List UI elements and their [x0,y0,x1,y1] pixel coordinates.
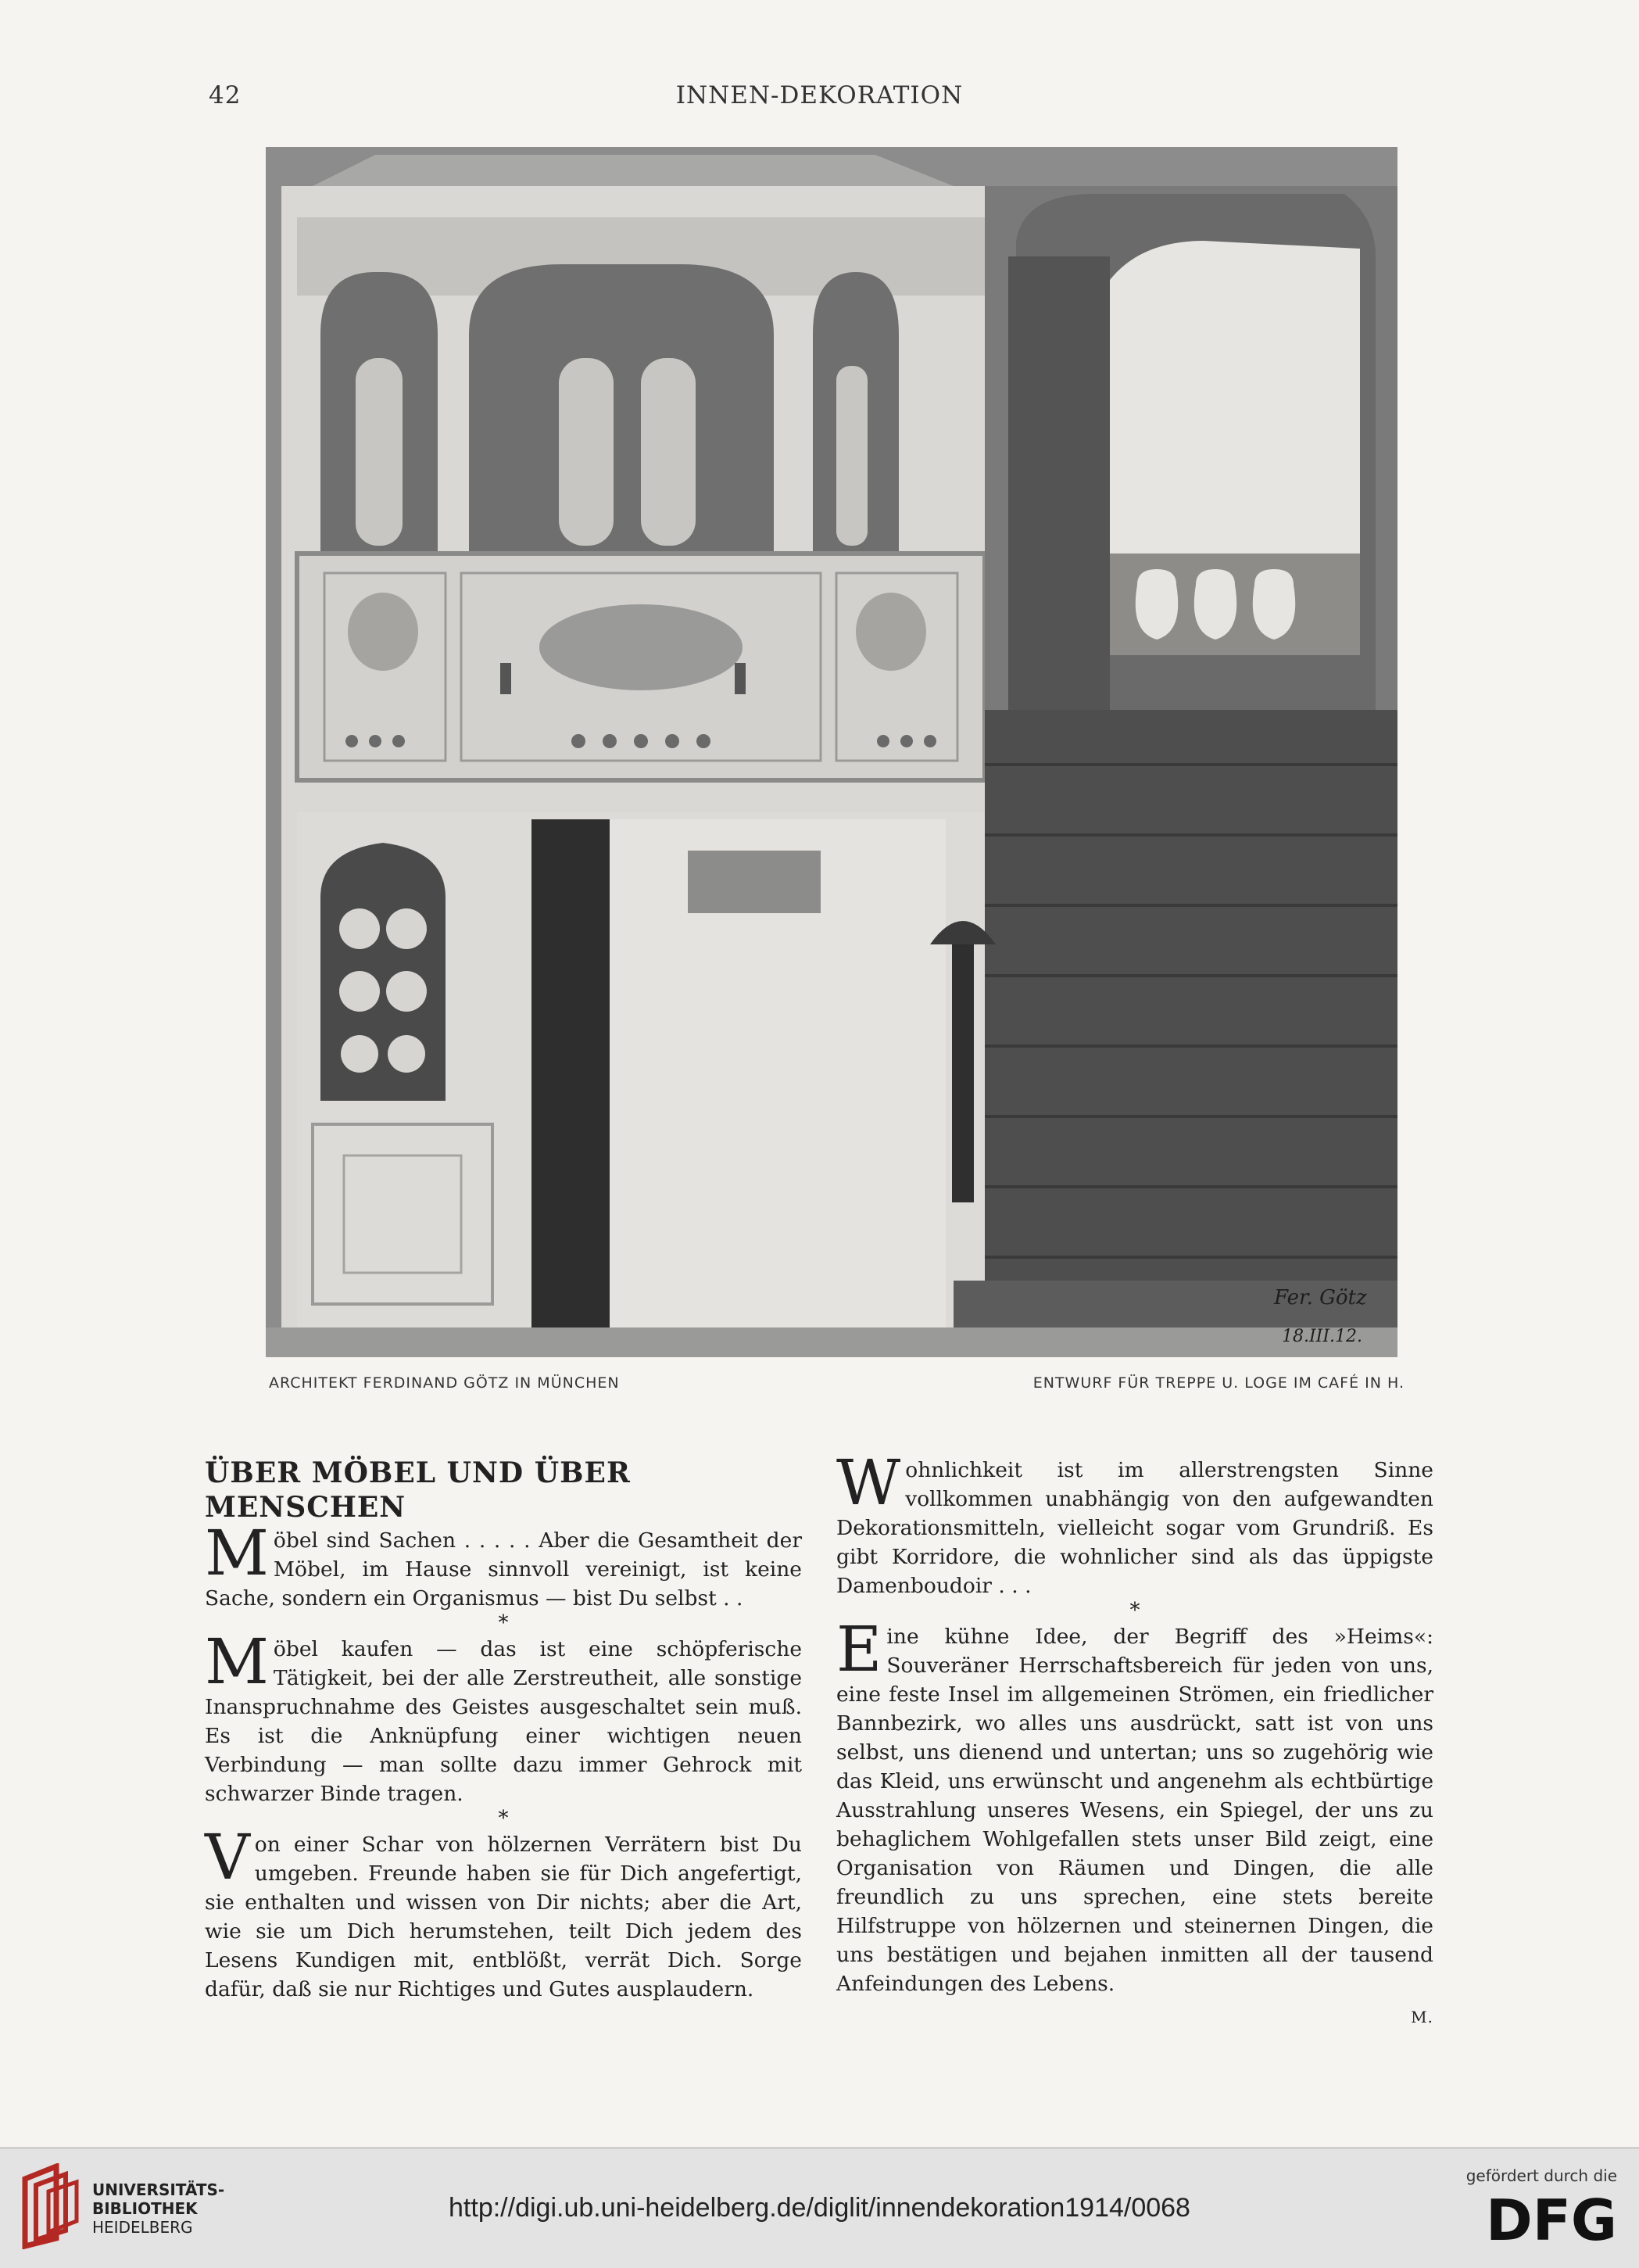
running-head: INNEN-DEKORATION [675,81,964,109]
paragraph: Möbel sind Sachen . . . . . Aber die Gesamtheit der Möbel, im Hause sinnvoll vereinigt, ist keine Sache, sondern ein Organismus — bist Du selbst . . [205,1517,802,1611]
asterism: * [1129,1599,1140,1622]
viewer-footer [0,2147,1639,2268]
plate-illustration [266,147,1397,1357]
funding-text: gefördert durch die [1465,2166,1617,2185]
paragraph: Möbel kaufen — das ist eine schöpferische Tätigkeit, bei der alle Zerstreutheit, alle sonstige Inanspruchnahme des Geistes ausgeschaltet sein muß. Es ist die Anknüpfung einer wichtigen neuen Verbindung — man sollte dazu immer Gehrock mit schwarzer Binde tragen. [205,1625,802,1806]
article-title: ÜBER MÖBEL UND ÜBER MENSCHEN [205,1456,631,1524]
library-name-line: BIBLIOTHEK [92,2199,198,2218]
artist-date: 18.III.12. [1282,1327,1363,1346]
page-number: 42 [209,81,242,109]
dfg-logo-text: DFG [1485,2193,1617,2245]
caption-design: ENTWURF FÜR TREPPE U. LOGE IM CAFÉ IN H. [1032,1374,1405,1392]
artist-signature: Fer. Götz [1274,1286,1367,1310]
paragraph: Von einer Schar von hölzernen Verrätern bist Du umgeben. Freunde haben sie für Dich angefertigt, sie enthalten und wissen von Dir nichts; aber die Art, wie sie um Dich herumstehen, teilt Dich jedem des Lesens Kundigen mit, entblößt, verrät Dich. Sorge dafür, daß sie nur Richtiges und Gutes ausplaudern. [205,1821,802,2001]
dfg-logo-icon[interactable] [1461,2193,1617,2245]
asterism: * [498,1611,509,1635]
library-name-line: HEIDELBERG [92,2218,193,2237]
funding-note [1461,2166,1617,2245]
author-signature: M. [1411,2008,1433,2026]
column-left [205,1456,802,2004]
paragraph: Eine kühne Idee, der Begriff des »Heims«: Souveräner Herrschaftsbereich für jeden von uns, eine feste Insel im allgemeinen Strömen, ein friedlicher Bannbezirk, wo alles uns ausdrückt, satt ist von uns selbst, uns dienend und untertan; uns so zugehörig wie das Kleid, uns erwünscht und angenehm als echtbürtige Ausstrahlung unseres Wesens, ein Spiegel, der uns zu behaglichem Wohlgefallen stets unser Bild zeigt, eine Organisation von Räumen und Dingen, die alle freundlich zu uns sprechen, eine stets bereite Hilfstruppe von hölzernen und steinernen Dingen, die uns bestätigen und bejahen inmitten all der tausend Anfeindungen des Lebens. [836,1613,1433,1996]
paragraph: Wohnlichkeit ist im allerstrengsten Sinne vollkommen unabhängig von den aufgewandten Dekorationsmitteln, vielleicht sogar vom Grundriß. Es gibt Korridore, die wohnlicher sind als das üppigste Damenboudoir . . . [836,1446,1433,1598]
library-name-line: UNIVERSITÄTS- [92,2180,225,2199]
caption-architect: ARCHITEKT FERDINAND GÖTZ IN MÜNCHEN [269,1374,620,1392]
column-right [836,1446,1433,2032]
asterism: * [498,1807,509,1830]
permalink-url[interactable]: http://digi.ub.uni-heidelberg.de/diglit/innendekoration1914/0068 [449,2193,1190,2223]
